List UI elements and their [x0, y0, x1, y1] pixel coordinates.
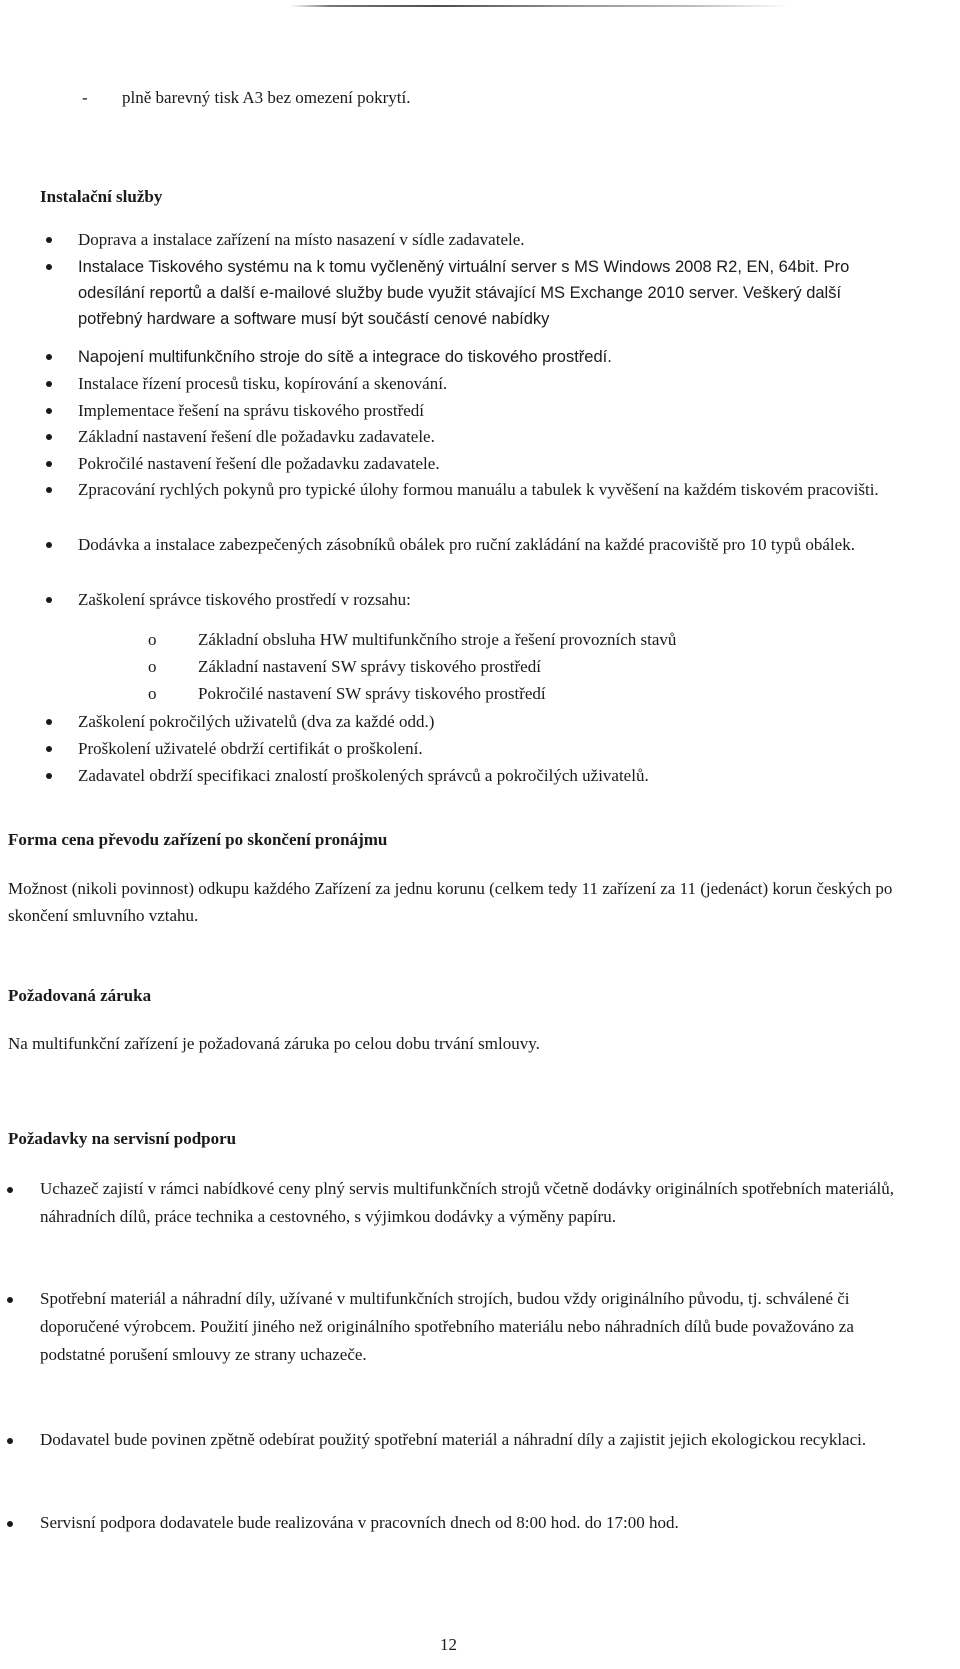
- list-item: [78, 226, 908, 253]
- list-item-text: Doprava a instalace zařízení na místo nasazení v sídle zadavatele.: [78, 230, 525, 249]
- list-item: [78, 735, 908, 762]
- circle-marker: o: [148, 684, 157, 703]
- section-heading-warranty: Požadovaná záruka: [8, 986, 152, 1005]
- transfer-text: Možnost (nikoli povinnost) odkupu každého Zařízení za jednu korunu (celkem tedy 11 zařízení za 11 (jedenáct) korun českých po skončení smluvního vztahu.: [8, 879, 893, 925]
- list-item-text: Dodávka a instalace zabezpečených zásobníků obálek pro ruční zakládání na každé pracoviště pro 10 typů obálek.: [78, 535, 855, 554]
- bullet-icon: [7, 1521, 13, 1527]
- bullet-icon: [46, 408, 52, 414]
- list-item-text: Servisní podpora dodavatele bude realizována v pracovních dnech od 8:00 hod. do 17:00 hod.: [40, 1513, 679, 1532]
- bullet-icon: [46, 597, 52, 603]
- list-item: [40, 1285, 910, 1397]
- list-item-text: Instalace řízení procesů tisku, kopírování a skenování.: [78, 374, 448, 393]
- list-item-text: Spotřební materiál a náhradní díly, užívané v multifunkčních strojích, budou vždy originálního původu, tj. schválené či doporučené výrobcem. Použití jiného než originálního spotřebního materiálu nebo náhradních dílů bude považováno za podstatné porušení smlouvy ze strany uchazeče.: [40, 1289, 854, 1364]
- list-item: [78, 476, 908, 531]
- bullet-icon: [46, 354, 52, 360]
- list-item-text: Dodavatel bude povinen zpětně odebírat použitý spotřební materiál a náhradní díly a zajistit jejich ekologickou recyklaci.: [40, 1430, 867, 1449]
- section-heading-installation: Instalační služby: [40, 187, 163, 206]
- installation-list-continued: [78, 708, 908, 789]
- list-item-text: Pokročilé nastavení řešení dle požadavku zadavatele.: [78, 454, 440, 473]
- intro-item: [82, 84, 942, 111]
- scan-artifact-line: [290, 5, 790, 7]
- list-item: [40, 1175, 910, 1259]
- list-item: [78, 370, 908, 397]
- list-item-text: Zpracování rychlých pokynů pro typické úlohy formou manuálu a tabulek k vyvěšení na každém tiskovém pracovišti.: [78, 480, 879, 499]
- list-item-text: Zadavatel obdrží specifikaci znalostí proškolených správců a pokročilých uživatelů.: [78, 766, 649, 785]
- list-item: [40, 1509, 910, 1537]
- service-list: [40, 1175, 910, 1537]
- bullet-icon: [46, 237, 52, 243]
- bullet-icon: [46, 434, 52, 440]
- list-item: [78, 397, 908, 423]
- list-item: [78, 708, 908, 735]
- list-item: [78, 450, 908, 476]
- sublist-item: [148, 653, 908, 680]
- list-item-text: Uchazeč zajistí v rámci nabídkové ceny plný servis multifunkčních strojů včetně dodávky originálních spotřebních materiálů, náhradních dílů, práce technika a cestovného, s výjimkou dodávky a výměny papíru.: [40, 1179, 894, 1226]
- bullet-icon: [46, 264, 52, 270]
- list-item-text: Zaškolení správce tiskového prostředí v rozsahu:: [78, 590, 411, 609]
- sublist-item-text: Základní obsluha HW multifunkčního stroje a řešení provozních stavů: [198, 630, 677, 649]
- list-item: [78, 762, 908, 789]
- sublist-item-text: Základní nastavení SW správy tiskového prostředí: [198, 657, 541, 676]
- bullet-icon: [46, 746, 52, 752]
- section-heading-service: Požadavky na servisní podporu: [8, 1129, 237, 1148]
- circle-marker: o: [148, 630, 157, 649]
- bullet-icon: [7, 1438, 13, 1444]
- list-item-text: Základní nastavení řešení dle požadavku zadavatele.: [78, 427, 435, 446]
- bullet-icon: [46, 773, 52, 779]
- list-item: [78, 586, 908, 613]
- installation-list: [78, 226, 908, 613]
- bullet-icon: [7, 1297, 13, 1303]
- list-item: [78, 254, 908, 344]
- warranty-text: Na multifunkční zařízení je požadovaná záruka po celou dobu trvání smlouvy.: [8, 1034, 540, 1053]
- list-item-text: Implementace řešení na správu tiskového prostředí: [78, 401, 425, 420]
- bullet-icon: [46, 719, 52, 725]
- bullet-icon: [46, 461, 52, 467]
- training-sublist: [78, 626, 908, 707]
- list-item-text: Napojení multifunkčního stroje do sítě a integrace do tiskového prostředí.: [78, 348, 612, 366]
- list-item-text: Instalace Tiskového systému na k tomu vyčleněný virtuální server s MS Windows 2008 R2, EN, 64bit. Pro odesílání reportů a další e-mailové služby bude využit stávající MS Exchange 2010 server. Veškerý další potřebný hardware a software musí být součástí cenové nabídky: [78, 258, 850, 328]
- list-item-text: Proškolení uživatelé obdrží certifikát o proškolení.: [78, 739, 423, 758]
- circle-marker: o: [148, 657, 157, 676]
- bullet-icon: [46, 381, 52, 387]
- bullet-icon: [46, 487, 52, 493]
- dash-marker: -: [82, 88, 88, 107]
- sublist-item-text: Pokročilé nastavení SW správy tiskového prostředí: [198, 684, 546, 703]
- list-item: [40, 1426, 910, 1482]
- sublist-item: [148, 680, 908, 707]
- page-number: 12: [440, 1635, 457, 1654]
- list-item: [78, 344, 908, 370]
- sublist-item: [148, 626, 908, 653]
- list-item: [78, 531, 908, 586]
- bullet-icon: [7, 1187, 13, 1193]
- list-item: [78, 423, 908, 450]
- bullet-icon: [46, 542, 52, 548]
- section-heading-transfer: Forma cena převodu zařízení po skončení pronájmu: [8, 830, 388, 849]
- intro-item-text: plně barevný tisk A3 bez omezení pokrytí.: [122, 88, 411, 107]
- list-item-text: Zaškolení pokročilých uživatelů (dva za každé odd.): [78, 712, 435, 731]
